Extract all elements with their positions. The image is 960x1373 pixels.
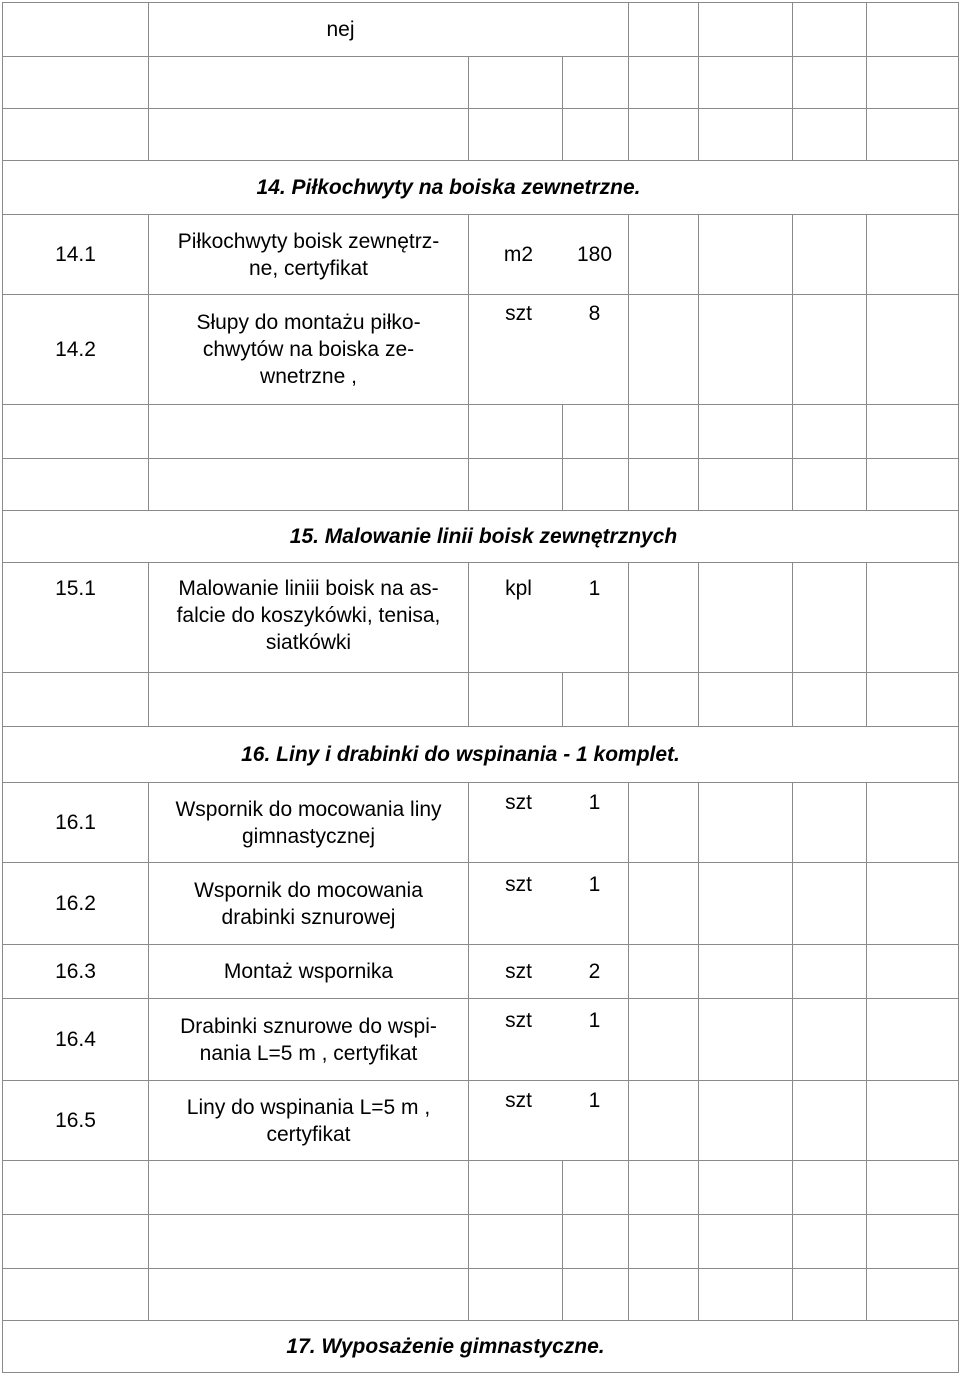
item-description: Wspornik do mocowania drabinki sznurowej — [149, 863, 469, 945]
item-quantity: 180 — [576, 243, 613, 266]
item-description: Liny do wspinania L=5 m , certyfikat — [149, 1081, 469, 1161]
item-number: 15.1 — [3, 563, 149, 673]
item-description: Montaż wspornika — [149, 945, 469, 999]
table-row — [3, 215, 959, 295]
item-unit-value: szt — [505, 873, 532, 896]
item-unit — [469, 863, 629, 945]
item-quantity: 8 — [588, 302, 601, 325]
section-row — [3, 161, 959, 215]
table-row — [3, 109, 959, 161]
item-unit — [469, 295, 629, 405]
item-unit — [469, 563, 629, 673]
table-row — [3, 783, 959, 863]
item-quantity: 1 — [588, 873, 601, 896]
section-title: 15. Malowanie linii boisk zewnętrznych — [3, 511, 959, 563]
table-row — [3, 1215, 959, 1269]
item-quantity: 1 — [588, 1009, 601, 1032]
table-row — [3, 405, 959, 459]
item-description: Wspornik do mocowania liny gimnastycznej — [149, 783, 469, 863]
table-row — [3, 563, 959, 673]
item-unit-value: kpl — [505, 577, 532, 600]
section-title: 16. Liny i drabinki do wspinania - 1 komplet. — [3, 727, 959, 783]
item-quantity: 1 — [588, 791, 601, 814]
item-quantity: 1 — [588, 577, 601, 600]
table-row — [3, 863, 959, 945]
table-row — [3, 673, 959, 727]
table-row — [3, 945, 959, 999]
item-description: Słupy do montażu piłko- chwytów na boiska ze- wnetrzne , — [149, 295, 469, 405]
table-row — [3, 57, 959, 109]
section-row — [3, 1321, 959, 1373]
item-unit-value: szt — [505, 791, 532, 814]
table-row — [3, 295, 959, 405]
section-title: 17. Wyposażenie gimnastyczne. — [3, 1321, 959, 1373]
item-description: Malowanie liniii boisk na as- falcie do koszykówki, tenisa, siatkówki — [149, 563, 469, 673]
table-row — [3, 1161, 959, 1215]
table-row — [3, 1269, 959, 1321]
specification-table — [2, 2, 959, 1373]
item-unit — [469, 999, 629, 1081]
item-description: Piłkochwyty boisk zewnętrz- ne, certyfikat — [149, 215, 469, 295]
item-unit — [469, 783, 629, 863]
section-row — [3, 511, 959, 563]
item-number: 16.4 — [3, 999, 149, 1081]
table-row — [3, 1081, 959, 1161]
item-number: 16.5 — [3, 1081, 149, 1161]
section-row — [3, 727, 959, 783]
item-description: Drabinki sznurowe do wspi- nania L=5 m , certyfikat — [149, 999, 469, 1081]
item-number: 16.2 — [3, 863, 149, 945]
table-row — [3, 459, 959, 511]
item-unit-value: szt — [505, 1009, 532, 1032]
item-unit-value: szt — [505, 1089, 532, 1112]
table-row — [3, 3, 959, 57]
item-unit — [469, 1081, 629, 1161]
item-unit-value: m2 — [503, 243, 534, 266]
item-unit-value: szt — [505, 302, 532, 325]
item-unit-value: szt — [505, 960, 532, 983]
item-number: 16.3 — [3, 945, 149, 999]
item-number: 14.2 — [3, 295, 149, 405]
top-row-text: nej — [149, 3, 629, 57]
item-quantity: 2 — [588, 960, 601, 983]
item-quantity: 1 — [588, 1089, 601, 1112]
item-unit — [469, 945, 629, 999]
item-unit — [469, 215, 629, 295]
table-row — [3, 999, 959, 1081]
item-number: 16.1 — [3, 783, 149, 863]
item-number: 14.1 — [3, 215, 149, 295]
section-title: 14. Piłkochwyty na boiska zewnetrzne. — [3, 161, 959, 215]
